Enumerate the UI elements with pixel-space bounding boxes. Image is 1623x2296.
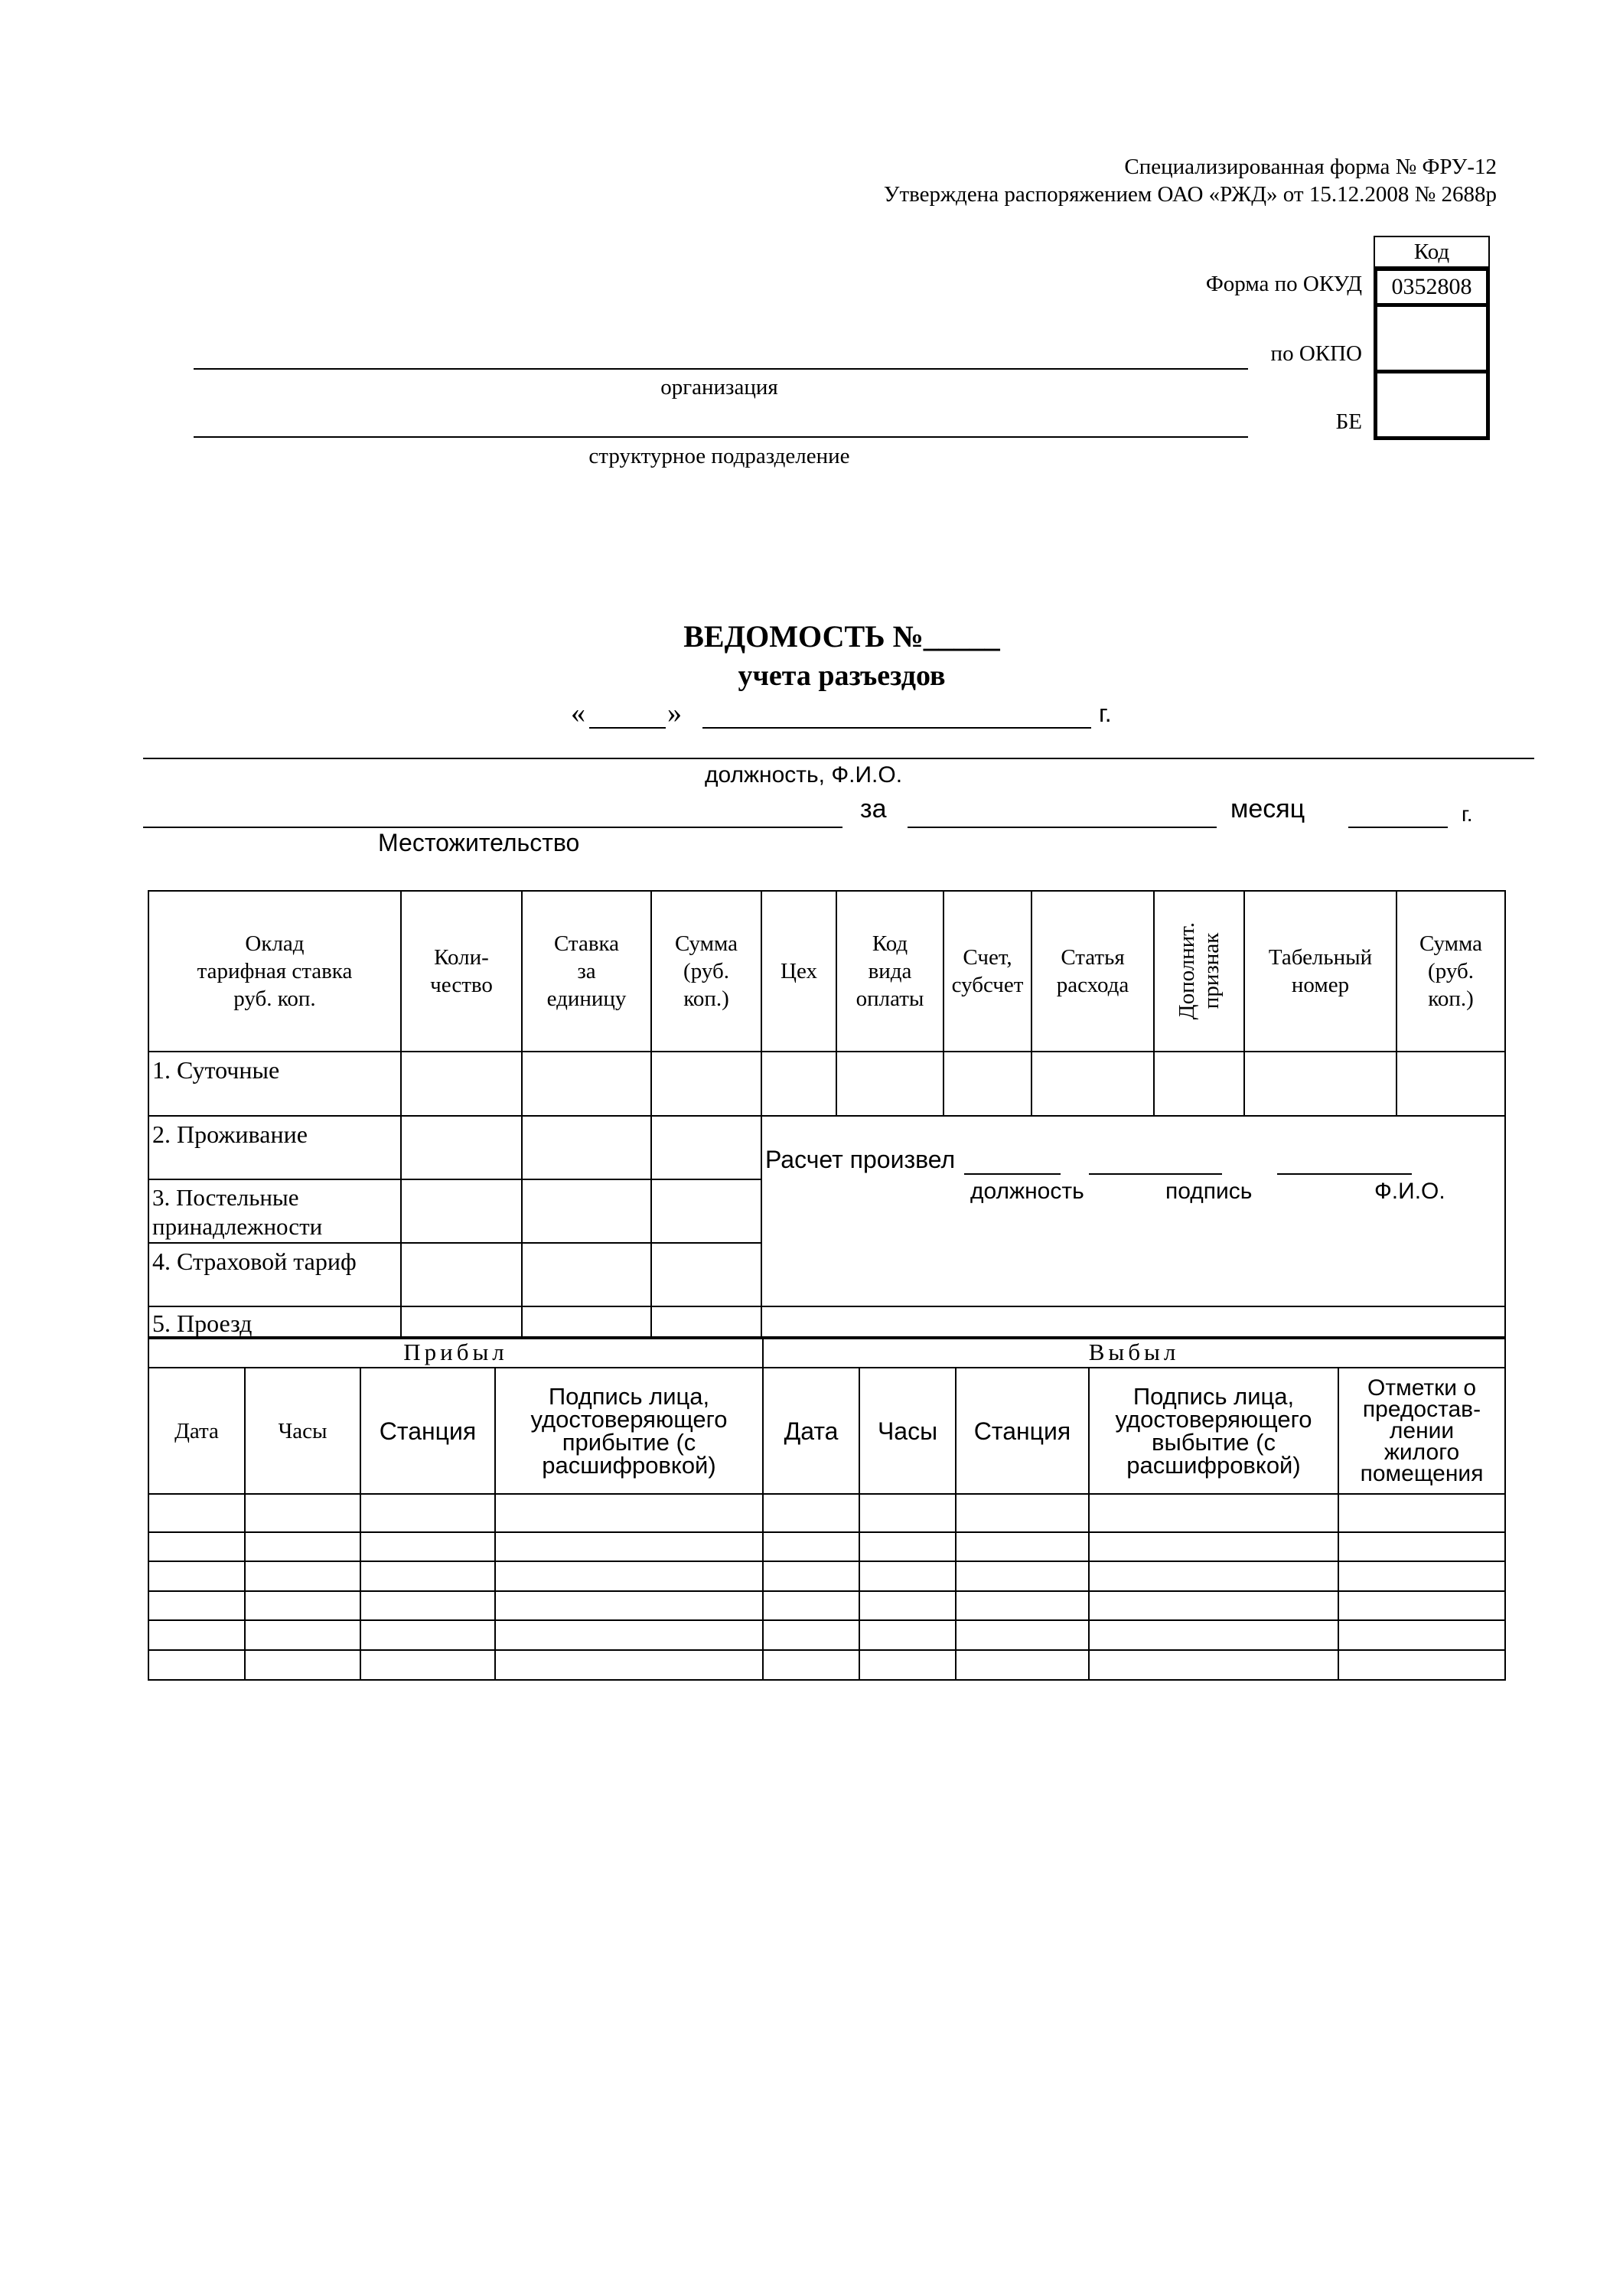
table-cell[interactable] (1338, 1561, 1505, 1591)
departed-date-header: Дата (763, 1368, 859, 1494)
arrived-header: Прибыл (148, 1337, 763, 1368)
table-cell[interactable] (1154, 1052, 1244, 1116)
table-cell[interactable] (245, 1650, 360, 1680)
table-cell[interactable] (956, 1650, 1089, 1680)
table-cell[interactable] (651, 1116, 761, 1179)
table-cell[interactable] (859, 1620, 956, 1650)
table-cell[interactable] (956, 1561, 1089, 1591)
header-account: Счет, субсчет (943, 891, 1031, 1052)
table-cell[interactable] (761, 1306, 1505, 1339)
header-expense-item: Статья расхода (1031, 891, 1154, 1052)
table-cell[interactable] (1338, 1620, 1505, 1650)
header-rate: Ставка за единицу (522, 891, 651, 1052)
table-row (148, 1306, 1505, 1339)
table-row (148, 1116, 1505, 1179)
table-cell[interactable] (522, 1306, 651, 1339)
table-cell[interactable] (761, 1052, 836, 1116)
table-cell[interactable] (836, 1052, 943, 1116)
header-extra-attr: Дополнит. признак (1154, 891, 1244, 1052)
calc-position-caption: должность (970, 1179, 1084, 1204)
subdivision-line[interactable] (194, 436, 1248, 438)
calc-fio-caption: Ф.И.О. (1374, 1179, 1445, 1204)
table-cell[interactable] (1089, 1620, 1338, 1650)
table-cell[interactable] (763, 1591, 859, 1620)
table-cell[interactable] (245, 1532, 360, 1561)
table-cell[interactable] (401, 1306, 522, 1339)
table-cell[interactable] (1089, 1494, 1338, 1532)
year-suffix: г. (1462, 802, 1473, 826)
table-cell[interactable] (245, 1561, 360, 1591)
table-cell[interactable] (1396, 1052, 1505, 1116)
calc-label: Расчет произвел (765, 1146, 956, 1173)
departed-signature-header: Подпись лица, удостоверяющего выбытие (с расшифровкой) (1089, 1368, 1338, 1494)
table-cell[interactable] (495, 1591, 763, 1620)
table-cell[interactable] (1031, 1052, 1154, 1116)
header-payment-code: Код вида оплаты (836, 891, 943, 1052)
table-cell[interactable] (763, 1532, 859, 1561)
year-line[interactable] (1348, 827, 1448, 828)
table-row (148, 1532, 1505, 1561)
table-cell[interactable] (956, 1494, 1089, 1532)
housing-marks-header: Отметки о предостав- лении жилого помещения (1338, 1368, 1505, 1494)
table-cell[interactable] (763, 1561, 859, 1591)
table-row (148, 1561, 1505, 1591)
form-number: Специализированная форма № ФРУ-12 (1124, 155, 1497, 179)
okpo-label: по ОКПО (1270, 341, 1362, 366)
date-year-suffix: г. (1099, 700, 1112, 727)
residence-line[interactable] (143, 827, 842, 828)
position-fio-line[interactable] (143, 758, 1534, 759)
table-cell[interactable] (360, 1532, 495, 1561)
trips-header-row (148, 1368, 1505, 1494)
table-row (148, 1052, 1505, 1116)
trips-table (148, 1336, 1506, 1681)
be-label: БЕ (1335, 409, 1362, 434)
okpo-field[interactable] (1374, 303, 1490, 373)
date-day-line[interactable] (589, 727, 666, 729)
table-cell[interactable] (1089, 1561, 1338, 1591)
table-header-row (148, 891, 1505, 1052)
document-subtitle: учета разъездов (738, 660, 946, 692)
table-cell[interactable] (522, 1179, 651, 1243)
table-cell[interactable] (956, 1591, 1089, 1620)
table-cell[interactable] (1338, 1532, 1505, 1561)
table-cell[interactable] (1089, 1591, 1338, 1620)
table-cell[interactable] (495, 1561, 763, 1591)
table-cell[interactable] (1338, 1494, 1505, 1532)
table-cell[interactable] (245, 1494, 360, 1532)
position-fio-caption: должность, Ф.И.О. (704, 762, 903, 788)
calc-block (761, 1116, 1505, 1306)
header-personnel-number: Табельный номер (1244, 891, 1396, 1052)
row-label: 2. Проживание (148, 1116, 401, 1179)
table-cell[interactable] (495, 1532, 763, 1561)
arrived-date-header: Дата (148, 1368, 245, 1494)
table-cell[interactable] (956, 1620, 1089, 1650)
header-quantity: Коли- чество (401, 891, 522, 1052)
period-line[interactable] (908, 827, 1217, 828)
accruals-table (148, 890, 1506, 1339)
table-cell[interactable] (401, 1052, 522, 1116)
table-cell[interactable] (763, 1650, 859, 1680)
table-cell[interactable] (360, 1561, 495, 1591)
calc-position-line[interactable] (964, 1173, 1061, 1175)
organization-line[interactable] (194, 368, 1248, 370)
departed-header: Выбыл (763, 1337, 1505, 1368)
okud-label: Форма по ОКУД (1205, 272, 1362, 296)
arrived-station-header: Станция (360, 1368, 495, 1494)
table-cell[interactable] (148, 1591, 245, 1620)
table-cell[interactable] (148, 1650, 245, 1680)
table-row (148, 1591, 1505, 1620)
date-close-quote: » (667, 697, 682, 729)
residence-caption: Местожительство (378, 829, 580, 856)
table-cell[interactable] (859, 1494, 956, 1532)
table-cell[interactable] (245, 1620, 360, 1650)
form-approval: Утверждена распоряжением ОАО «РЖД» от 15.12.2008 № 2688р (883, 182, 1497, 207)
table-row (148, 1620, 1505, 1650)
row-label: 4. Страховой тариф (148, 1243, 401, 1306)
header-workshop: Цех (761, 891, 836, 1052)
table-cell[interactable] (360, 1494, 495, 1532)
row-label: 3. Постельные принадлежности (148, 1179, 401, 1243)
table-cell[interactable] (522, 1116, 651, 1179)
table-cell[interactable] (1244, 1052, 1396, 1116)
table-cell[interactable] (1089, 1532, 1338, 1561)
table-cell[interactable] (651, 1052, 761, 1116)
departed-station-header: Станция (956, 1368, 1089, 1494)
table-cell[interactable] (859, 1591, 956, 1620)
table-cell[interactable] (495, 1494, 763, 1532)
month-label: месяц (1230, 794, 1305, 823)
okud-field[interactable]: 0352808 (1374, 267, 1490, 307)
table-cell[interactable] (360, 1620, 495, 1650)
table-cell[interactable] (495, 1650, 763, 1680)
table-cell[interactable] (763, 1620, 859, 1650)
calc-fio-line[interactable] (1277, 1173, 1412, 1175)
table-cell[interactable] (401, 1243, 522, 1306)
header-sum: Сумма (руб. коп.) (651, 891, 761, 1052)
subdivision-caption: структурное подразделение (588, 444, 850, 468)
table-cell[interactable] (1338, 1650, 1505, 1680)
table-cell[interactable] (1089, 1650, 1338, 1680)
table-cell[interactable] (495, 1620, 763, 1650)
be-field[interactable] (1374, 370, 1490, 440)
table-row (148, 1650, 1505, 1680)
table-cell[interactable] (522, 1052, 651, 1116)
arrived-hours-header: Часы (245, 1368, 360, 1494)
table-cell[interactable] (401, 1116, 522, 1179)
za-label: за (860, 794, 887, 823)
table-cell[interactable] (148, 1494, 245, 1532)
document-title: ВЕДОМОСТЬ №_____ (683, 619, 1000, 654)
calc-signature-line[interactable] (1089, 1173, 1222, 1175)
row-label: 1. Суточные (148, 1052, 401, 1116)
table-cell[interactable] (245, 1591, 360, 1620)
table-cell[interactable] (859, 1532, 956, 1561)
organization-caption: организация (660, 375, 778, 400)
table-cell[interactable] (148, 1561, 245, 1591)
date-open-quote: « (571, 697, 585, 729)
table-cell[interactable] (956, 1532, 1089, 1561)
table-cell[interactable] (1338, 1591, 1505, 1620)
table-cell[interactable] (651, 1179, 761, 1243)
table-cell[interactable] (943, 1052, 1031, 1116)
table-cell[interactable] (522, 1243, 651, 1306)
table-cell[interactable] (651, 1306, 761, 1339)
arrived-signature-header: Подпись лица, удостоверяющего прибытие (с расшифровкой) (495, 1368, 763, 1494)
header-salary: Оклад тарифная ставка руб. коп. (148, 891, 401, 1052)
header-sum-2: Сумма (руб. коп.) (1396, 891, 1505, 1052)
date-month-line[interactable] (702, 727, 1091, 729)
trips-group-row (148, 1337, 1505, 1368)
row-label: 5. Проезд (148, 1306, 401, 1339)
departed-hours-header: Часы (859, 1368, 956, 1494)
calc-signature-caption: подпись (1165, 1179, 1253, 1204)
table-cell[interactable] (401, 1179, 522, 1243)
table-cell[interactable] (360, 1650, 495, 1680)
kod-header: Код (1374, 236, 1490, 268)
table-cell[interactable] (360, 1591, 495, 1620)
table-row (148, 1494, 1505, 1532)
table-cell[interactable] (763, 1494, 859, 1532)
table-cell[interactable] (148, 1532, 245, 1561)
table-cell[interactable] (859, 1561, 956, 1591)
table-cell[interactable] (859, 1650, 956, 1680)
table-cell[interactable] (651, 1243, 761, 1306)
table-cell[interactable] (148, 1620, 245, 1650)
